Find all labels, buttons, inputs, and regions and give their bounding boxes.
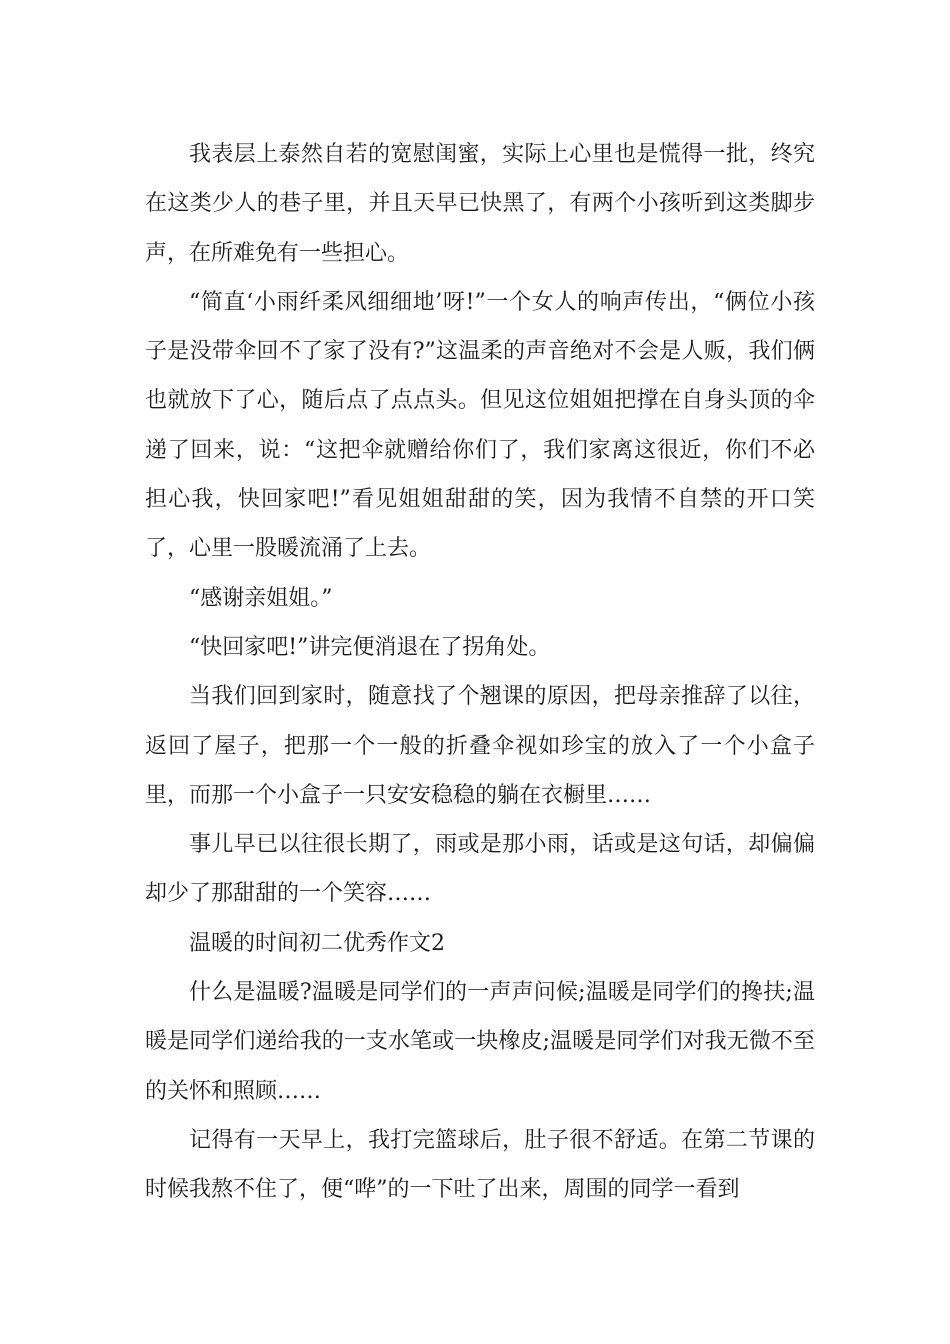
paragraph: “感谢亲姐姐。”: [189, 585, 333, 611]
section-heading: 温暖的时间初二优秀作文2: [189, 930, 445, 956]
paragraph: 记得有一天早上，我打完篮球后，肚子很不舒适。在第二节课的时候我熬不住了，便“哗”的一下吐了出来，周围的同学一看到: [145, 1127, 815, 1203]
paragraph: “快回家吧!”讲完便消退在了拐角处。: [189, 634, 551, 660]
document-body: [145, 130, 815, 1215]
paragraph: 什么是温暖?温暖是同学们的一声声问候;温暖是同学们的搀扶;温暖是同学们递给我的一支水笔或一块橡皮;温暖是同学们对我无微不至的关怀和照顾……: [145, 980, 815, 1104]
paragraph: “简直‘小雨纤柔风细细地’呀!”一个女人的响声传出，“俩位小孩子是没带伞回不了家了没有?”这温柔的声音绝对不会是人贩，我们俩也就放下了心，随后点了点点头。但见这位姐姐把撑在自身头顶的伞递了回来，说：“这把伞就赠给你们了，我们家离这很近，你们不必担心我，快回家吧!”看见姐姐甜甜的笑，因为我情不自禁的开口笑了，心里一股暖流涌了上去。: [145, 289, 815, 562]
paragraph: 我表层上泰然自若的宽慰闺蜜，实际上心里也是慌得一批，终究在这类少人的巷子里，并且天早已快黑了，有两个小孩听到这类脚步声，在所难免有一些担心。: [145, 142, 815, 266]
paragraph: 事儿早已以往很长期了，雨或是那小雨，话或是这句话，却偏偏却少了那甜甜的一个笑容……: [145, 832, 815, 907]
paragraph: 当我们回到家时，随意找了个翘课的原因，把母亲推辞了以往，返回了屋子，把那一个一般的折叠伞视如珍宝的放入了一个小盒子里，而那一个小盒子一只安安稳稳的躺在衣橱里……: [145, 684, 815, 808]
